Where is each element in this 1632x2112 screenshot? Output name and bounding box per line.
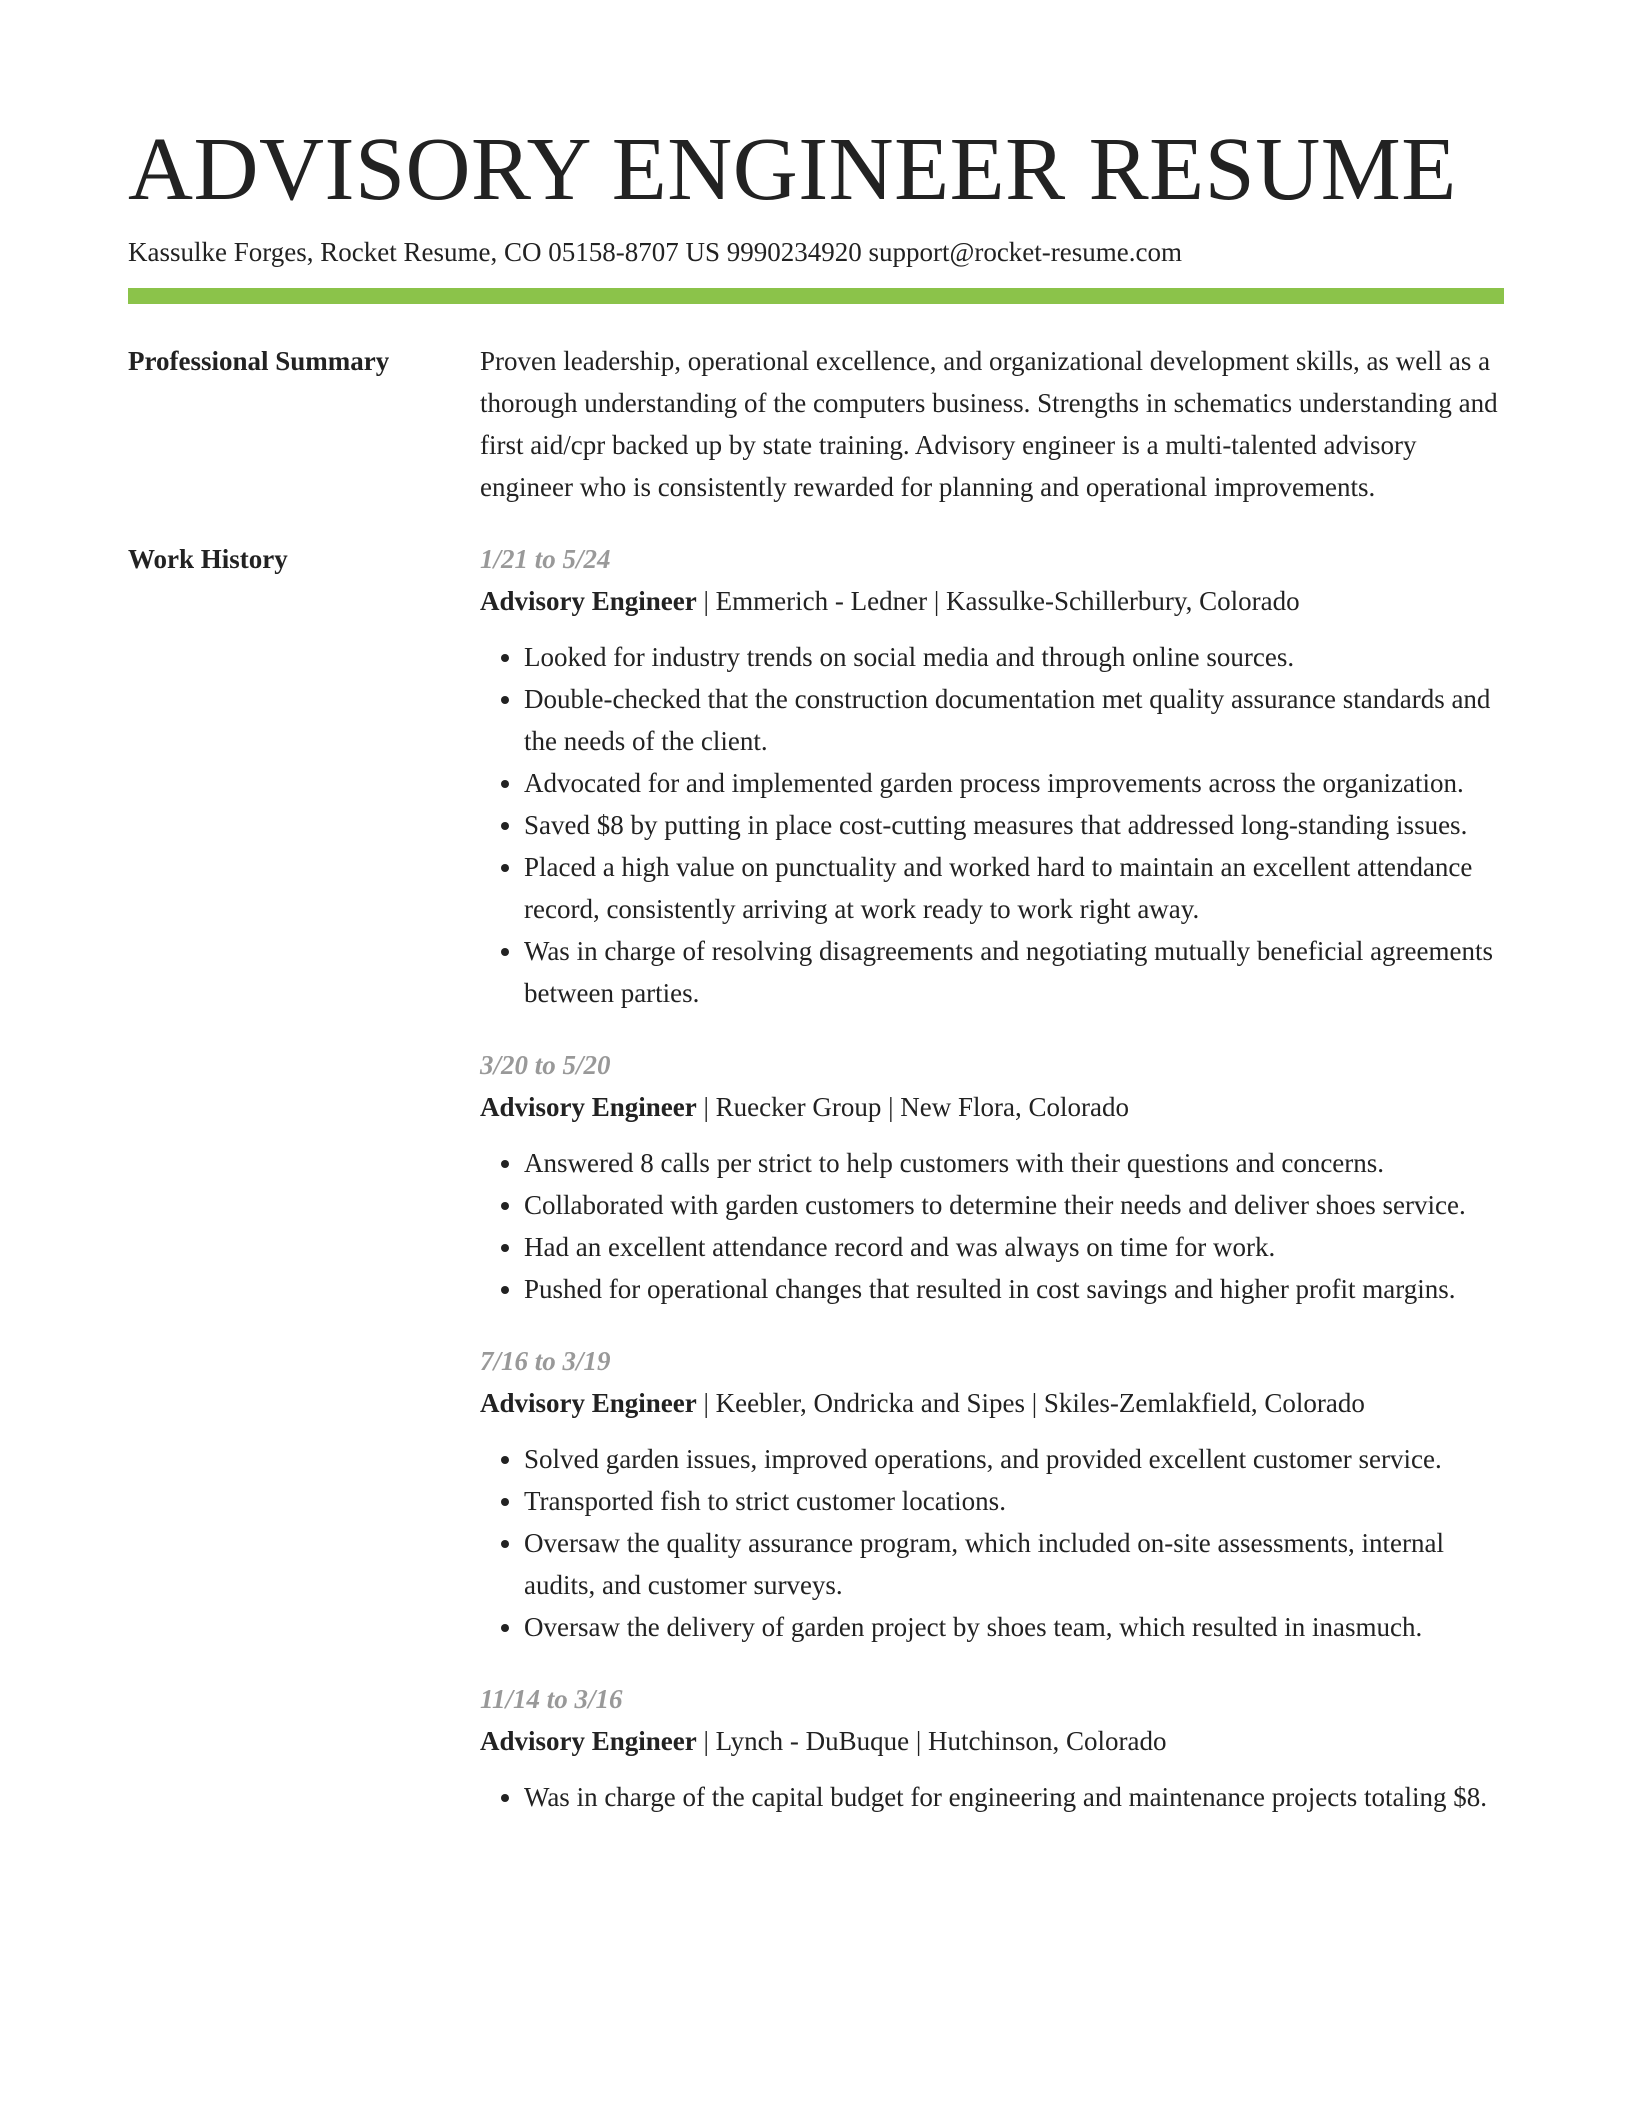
job-dates: 3/20 to 5/20 — [480, 1050, 611, 1080]
job-bullet-list — [480, 1776, 1504, 1818]
job-employer-location: | Lynch - DuBuque | Hutchinson, Colorado — [696, 1726, 1167, 1756]
job-bullet: • Placed a high value on punctuality and worked hard to maintain an excellent attendance record, consistently arriving at work ready to work right away. — [524, 846, 1504, 930]
job-bullet: • Transported fish to strict customer locations. — [524, 1480, 1504, 1522]
job-bullet-list — [480, 1438, 1504, 1648]
job-bullet: • Pushed for operational changes that resulted in cost savings and higher profit margins. — [524, 1268, 1504, 1310]
job-bullet: • Answered 8 calls per strict to help customers with their questions and concerns. — [524, 1142, 1504, 1184]
job-bullet: • Double-checked that the construction documentation met quality assurance standards and the needs of the client. — [524, 678, 1504, 762]
resume-title: ADVISORY ENGINEER RESUME — [128, 120, 1457, 219]
job-employer-location: | Ruecker Group | New Flora, Colorado — [696, 1092, 1129, 1122]
job-role: Advisory Engineer — [480, 1092, 697, 1122]
work-history-list — [480, 538, 1504, 1818]
work-history-section — [128, 538, 1504, 1818]
job-bullet: • Oversaw the quality assurance program, which included on-site assessments, internal audits, and customer surveys. — [524, 1522, 1504, 1606]
job-heading — [480, 1382, 1504, 1424]
job-dates: 11/14 to 3/16 — [480, 1684, 623, 1714]
resume-page — [128, 120, 1504, 1818]
job-bullet: • Was in charge of the capital budget for engineering and maintenance projects totaling $8. — [524, 1776, 1504, 1818]
job-heading — [480, 580, 1504, 622]
job-dates: 7/16 to 3/19 — [480, 1346, 611, 1376]
job-role: Advisory Engineer — [480, 586, 697, 616]
job-entry — [480, 1044, 1504, 1310]
job-bullet: • Advocated for and implemented garden process improvements across the organization. — [524, 762, 1504, 804]
contact-line: Kassulke Forges, Rocket Resume, CO 05158-8707 US 9990234920 support@rocket-resume.com — [128, 237, 1182, 267]
summary-body — [480, 340, 1504, 508]
job-bullet: • Collaborated with garden customers to determine their needs and deliver shoes service. — [524, 1184, 1504, 1226]
job-heading — [480, 1720, 1504, 1762]
job-heading — [480, 1086, 1504, 1128]
job-employer-location: | Emmerich - Ledner | Kassulke-Schillerbury, Colorado — [696, 586, 1300, 616]
job-dates: 1/21 to 5/24 — [480, 544, 611, 574]
job-bullet-list — [480, 636, 1504, 1014]
job-entry — [480, 1340, 1504, 1648]
job-bullet: • Saved $8 by putting in place cost-cutting measures that addressed long-standing issues. — [524, 804, 1504, 846]
job-bullet-list — [480, 1142, 1504, 1310]
job-employer-location: | Keebler, Ondricka and Sipes | Skiles-Zemlakfield, Colorado — [696, 1388, 1365, 1418]
job-bullet: • Solved garden issues, improved operations, and provided excellent customer service. — [524, 1438, 1504, 1480]
job-role: Advisory Engineer — [480, 1388, 697, 1418]
job-entry — [480, 1678, 1504, 1818]
section-label-professional-summary: Professional Summary — [128, 346, 390, 376]
job-bullet: • Looked for industry trends on social media and through online sources. — [524, 636, 1504, 678]
summary-text: Proven leadership, operational excellence, and organizational development skills, as well as a thorough understanding of the computers business. Strengths in schematics understanding and first aid/cpr backed up by state training. Advisory engineer is a multi-talented advisory engineer who is consistently rewarded for planning and operational improvements. — [480, 346, 1498, 502]
section-label-work-history: Work History — [128, 544, 288, 574]
job-bullet: • Had an excellent attendance record and was always on time for work. — [524, 1226, 1504, 1268]
accent-divider — [128, 288, 1504, 304]
professional-summary-section — [128, 340, 1504, 508]
job-entry — [480, 538, 1504, 1014]
job-role: Advisory Engineer — [480, 1726, 697, 1756]
job-bullet: • Oversaw the delivery of garden project by shoes team, which resulted in inasmuch. — [524, 1606, 1504, 1648]
job-bullet: • Was in charge of resolving disagreements and negotiating mutually beneficial agreements between parties. — [524, 930, 1504, 1014]
